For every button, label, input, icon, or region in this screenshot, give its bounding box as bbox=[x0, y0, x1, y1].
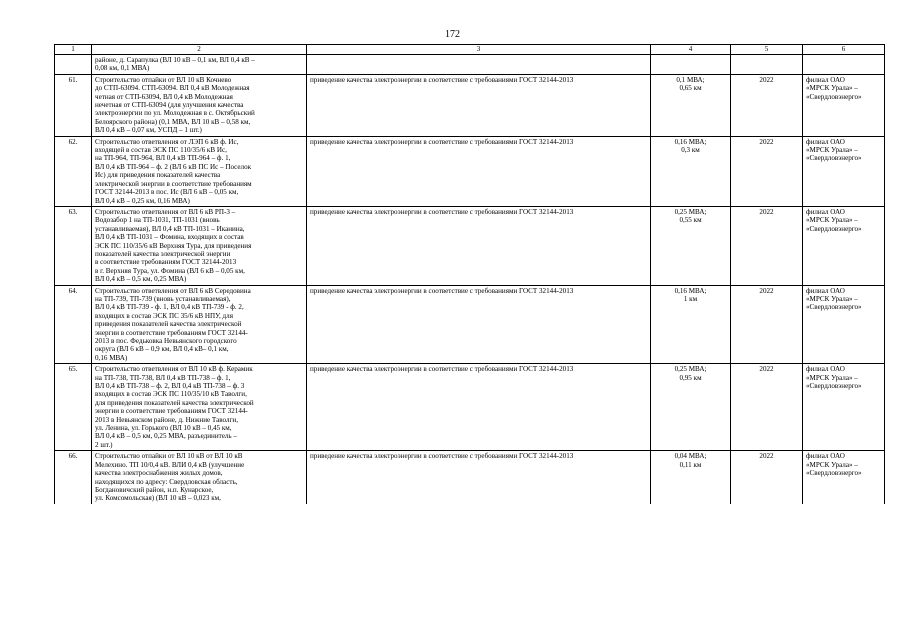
project-organization: филиал ОАО «МРСК Урала» – «Свердловэнерго» bbox=[803, 364, 885, 451]
project-purpose: приведение качества электроэнергии в соответствие с требованиями ГОСТ 32144-2013 bbox=[307, 451, 651, 504]
project-organization bbox=[803, 55, 885, 75]
project-description: Строительство ответвления от ВЛ 6 кВ Середовина на ТП-739, ТП-739 (вновь устанавливаемая), ВЛ 0,4 кВ ТП-739 - ф. 1, ВЛ 0,4 кВ ТП-739 - ф. 2, входящих в состав ЭСК ПС 35/6 кВ НПУ, для приведения показателей качества электрической энергии в соответствие требованиям ГОСТ 32144- 2013 в пос. Федьковка Невьянского городского округа (ВЛ 6 кВ – 0,9 км, ВЛ 0,4 кВ– 0,1 км, 0,16 МВА) bbox=[92, 285, 307, 364]
project-organization: филиал ОАО «МРСК Урала» – «Свердловэнерго» bbox=[803, 206, 885, 285]
project-purpose bbox=[307, 55, 651, 75]
header-row bbox=[55, 45, 885, 55]
project-description: Строительство ответвления от ВЛ 6 кВ РП-3 – Водозабор 1 на ТП-1031, ТП-1031 (вновь устанавливаемая), ВЛ 0,4 кВ ТП-1031 – Иканина, ВЛ 0,4 кВ ТП-1031 – Фомина, входящих в состав ЭСК ПС 110/35/6 кВ Верхняя Тура, для приведения показателей качества электрической энергии в соответствие требованиям ГОСТ 32144-2013 в г. Верхняя Тура, ул. Фомина (ВЛ 6 кВ – 0,05 км, ВЛ 0,4 кВ – 0,5 км, 0,25 МВА) bbox=[92, 206, 307, 285]
project-year: 2022 bbox=[731, 136, 803, 206]
project-purpose: приведение качества электроэнергии в соответствие с требованиями ГОСТ 32144-2013 bbox=[307, 364, 651, 451]
project-year: 2022 bbox=[731, 451, 803, 504]
project-capacity: 0,16 МВА; 0,3 км bbox=[651, 136, 731, 206]
project-table bbox=[54, 44, 885, 504]
row-number: 62. bbox=[55, 136, 92, 206]
project-description: Строительство отпайки от ВЛ 10 кВ Кочнево до СТП-63094. СТП-63094. ВЛ 0,4 кВ Молодежная четная от СТП-63094, ВЛ 0,4 кВ Молодежная нечетная от СТП-63094 (для улучшения качества электроэнергии по ул. Молодежная в с. Октябрьский Белоярского района) (0,1 МВА, ВЛ 10 кВ – 0,58 км, ВЛ 0,4 кВ – 0,07 км, УСПД – 1 шт.) bbox=[92, 74, 307, 136]
project-capacity: 0,25 МВА; 0,95 км bbox=[651, 364, 731, 451]
project-description: Строительство отпайки от ВЛ 10 кВ от ВЛ 10 кВ Мелехино. ТП 10/0,4 кВ. ВЛИ 0,4 кВ (улучшение качества электроснабжения жилых домов, находящихся по адресу: Свердловская область, Богдановичский район, н.п. Кунарское, ул. Комсомольская) (ВЛ 10 кВ – 0,023 км, bbox=[92, 451, 307, 504]
project-year: 2022 bbox=[731, 74, 803, 136]
project-year: 2022 bbox=[731, 285, 803, 364]
table-row bbox=[55, 364, 885, 451]
project-capacity bbox=[651, 55, 731, 75]
row-number: 66. bbox=[55, 451, 92, 504]
project-organization: филиал ОАО «МРСК Урала» – «Свердловэнерго» bbox=[803, 74, 885, 136]
page-number: 172 bbox=[445, 29, 460, 40]
project-year: 2022 bbox=[731, 364, 803, 451]
table-row bbox=[55, 55, 885, 75]
column-header: 1 bbox=[55, 45, 92, 55]
project-capacity: 0,1 МВА; 0,65 км bbox=[651, 74, 731, 136]
column-header: 5 bbox=[731, 45, 803, 55]
project-description: районе, д. Сарапулка (ВЛ 10 кВ – 0,1 км, ВЛ 0,4 кВ – 0,08 км, 0,1 МВА) bbox=[92, 55, 307, 75]
project-purpose: приведение качества электроэнергии в соответствие с требованиями ГОСТ 32144-2013 bbox=[307, 136, 651, 206]
project-organization: филиал ОАО «МРСК Урала» – «Свердловэнерго» bbox=[803, 451, 885, 504]
column-header: 3 bbox=[307, 45, 651, 55]
row-number: 64. bbox=[55, 285, 92, 364]
table-row bbox=[55, 136, 885, 206]
project-year: 2022 bbox=[731, 206, 803, 285]
row-number bbox=[55, 55, 92, 75]
table-row bbox=[55, 74, 885, 136]
project-purpose: приведение качества электроэнергии в соответствие с требованиями ГОСТ 32144-2013 bbox=[307, 206, 651, 285]
table-row bbox=[55, 451, 885, 504]
project-capacity: 0,25 МВА; 0,55 км bbox=[651, 206, 731, 285]
project-description: Строительство ответвления от ЛЭП 6 кВ ф. Ис, входящей в состав ЭСК ПС 110/35/6 кВ Ис, на ТП-964, ТП-964, ВЛ 0,4 кВ ТП-964 – ф. 1, ВЛ 0,4 кВ ТП-964 – ф. 2 (ВЛ 6 кВ ПС Ис – Поселок Ис) для приведения показателей качества электрической энергии в соответствие требованиям ГОСТ 32144-2013 в пос. Ис (ВЛ 6 кВ – 0,05 км, ВЛ 0,4 кВ – 0,25 км, 0,16 МВА) bbox=[92, 136, 307, 206]
column-header: 6 bbox=[803, 45, 885, 55]
row-number: 63. bbox=[55, 206, 92, 285]
table-row bbox=[55, 285, 885, 364]
table-row bbox=[55, 206, 885, 285]
row-number: 65. bbox=[55, 364, 92, 451]
project-purpose: приведение качества электроэнергии в соответствие с требованиями ГОСТ 32144-2013 bbox=[307, 285, 651, 364]
column-header: 4 bbox=[651, 45, 731, 55]
project-capacity: 0,16 МВА; 1 км bbox=[651, 285, 731, 364]
project-description: Строительство ответвления от ВЛ 10 кВ ф. Керамик на ТП-738, ТП-738, ВЛ 0,4 кВ ТП-738 – ф. 1, ВЛ 0,4 кВ ТП-738 – ф. 2, ВЛ 0,4 кВ ТП-738 – ф. 3 входящих в состав ЭСК ПС 110/35/10 кВ Таволги, для приведения показателей качества электрической энергии в соответствие требованиям ГОСТ 32144- 2013 в Невьянском районе, д. Нижние Таволги, ул. Ленина, ул. Горького (ВЛ 10 кВ – 0,45 км, ВЛ 0,4 кВ – 0,5 км, 0,25 МВА, разъединитель – 2 шт.) bbox=[92, 364, 307, 451]
project-capacity: 0,04 МВА; 0,11 км bbox=[651, 451, 731, 504]
project-purpose: приведение качества электроэнергии в соответствие с требованиями ГОСТ 32144-2013 bbox=[307, 74, 651, 136]
project-organization: филиал ОАО «МРСК Урала» – «Свердловэнерго» bbox=[803, 136, 885, 206]
row-number: 61. bbox=[55, 74, 92, 136]
project-organization: филиал ОАО «МРСК Урала» – «Свердловэнерго» bbox=[803, 285, 885, 364]
project-year bbox=[731, 55, 803, 75]
column-header: 2 bbox=[92, 45, 307, 55]
